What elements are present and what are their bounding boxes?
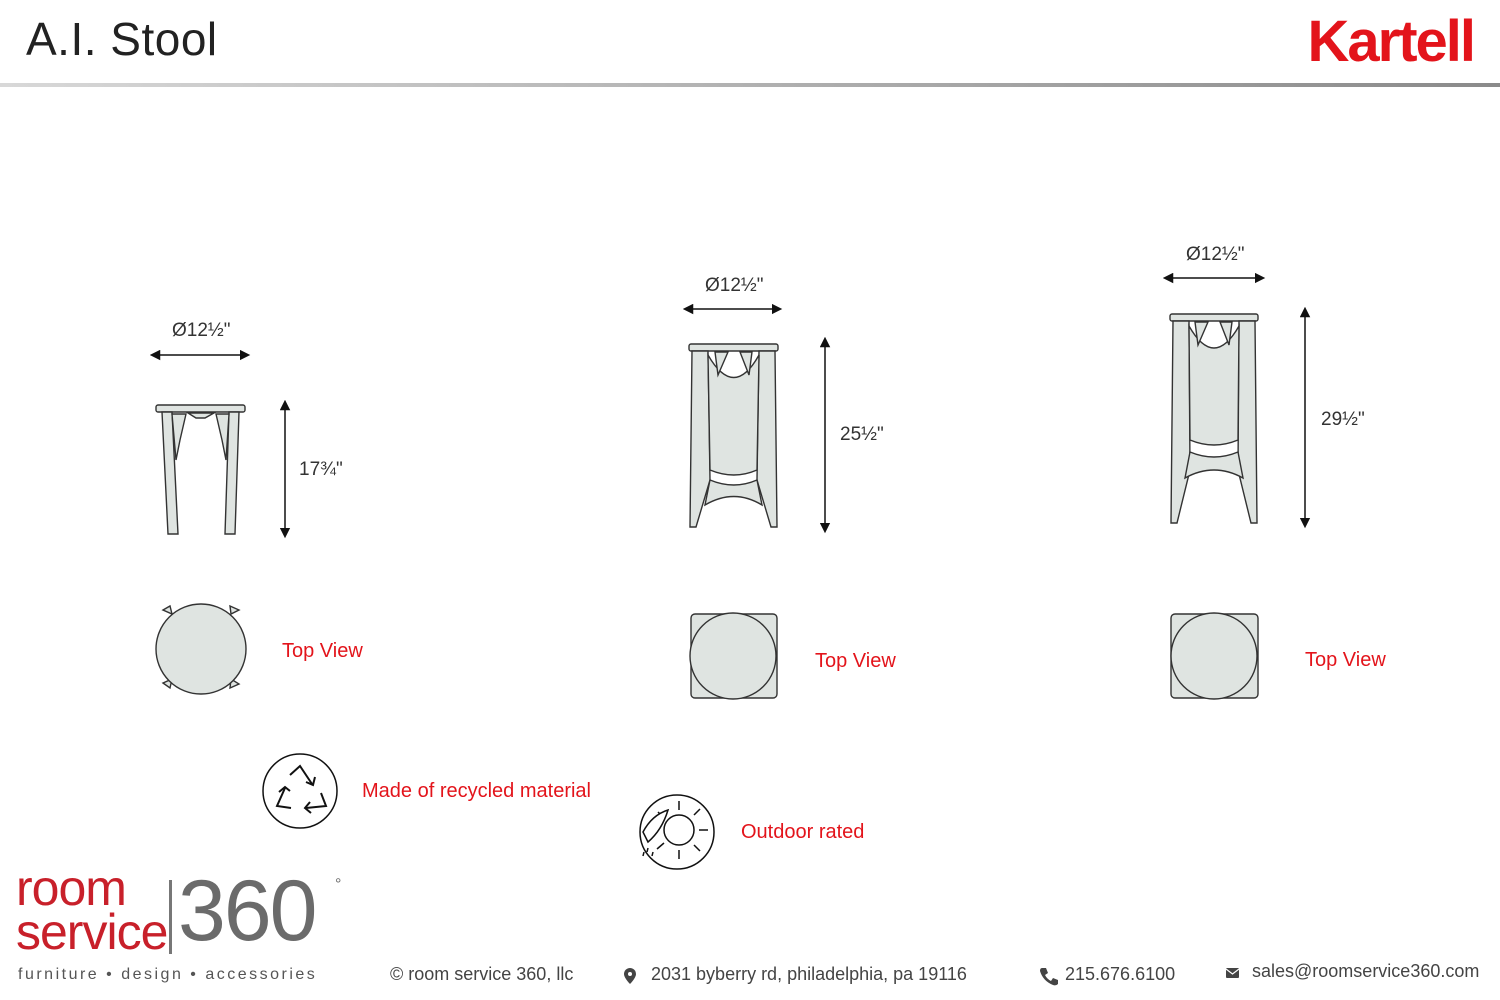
low-stool-top-view	[156, 604, 246, 694]
logo-degree-mark: °	[335, 876, 342, 893]
outdoor-icon	[640, 795, 714, 869]
tall-stool-height-label: 29½"	[1321, 409, 1365, 430]
room-service-logo	[16, 860, 168, 960]
logo-service-text: service	[16, 904, 168, 960]
outdoor-rated-label: Outdoor rated	[741, 821, 865, 843]
low-stool-height-label: 17¾"	[299, 459, 343, 480]
tall-stool-diameter-label: Ø12½"	[1186, 244, 1245, 265]
footer-phone[interactable]: 215.676.6100	[1065, 964, 1176, 984]
footer-copyright: © room service 360, llc	[390, 964, 574, 984]
low-stool-diameter-label: Ø12½"	[172, 320, 231, 341]
tall-stool-top-view-label: Top View	[1305, 649, 1386, 671]
logo-room-text: room	[16, 860, 126, 916]
recycled-material-label: Made of recycled material	[362, 780, 591, 802]
low-stool-top-view-label: Top View	[282, 640, 363, 662]
mid-stool-diameter-label: Ø12½"	[705, 275, 764, 296]
page-title: A.I. Stool	[26, 13, 218, 65]
recycle-icon	[263, 754, 337, 828]
logo-divider	[169, 880, 172, 954]
phone-icon	[1040, 968, 1058, 985]
logo-360-text: 360	[178, 863, 316, 959]
low-stool-side-view	[156, 405, 245, 534]
brand-logo: Kartell	[1307, 9, 1474, 74]
mid-stool-height-label: 25½"	[840, 424, 884, 445]
tall-stool-top-view	[1171, 613, 1258, 699]
mid-stool-side-view	[689, 344, 778, 527]
logo-tagline: furniture • design • accessories	[18, 966, 318, 983]
mid-stool-top-view	[690, 613, 777, 699]
footer-address: 2031 byberry rd, philadelphia, pa 19116	[651, 964, 967, 984]
footer-email[interactable]: sales@roomservice360.com	[1252, 961, 1480, 981]
location-pin-icon	[624, 968, 636, 984]
email-icon	[1226, 968, 1239, 978]
mid-stool-top-view-label: Top View	[815, 650, 896, 672]
tall-stool-side-view	[1170, 314, 1258, 523]
